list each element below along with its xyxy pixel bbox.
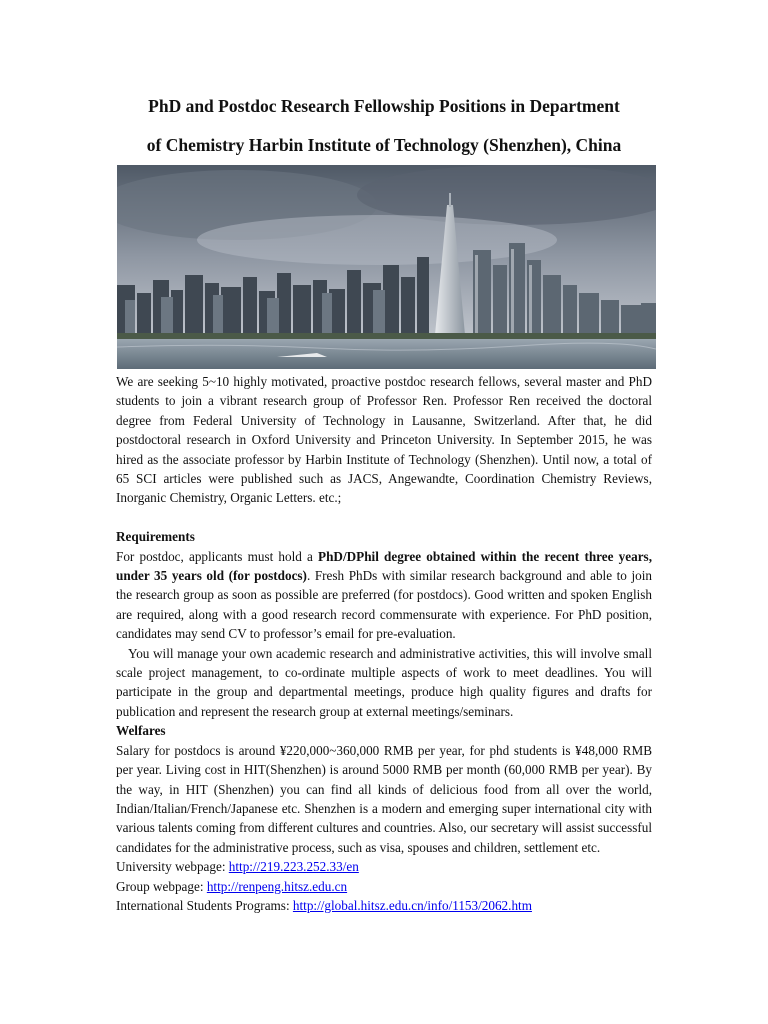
- link-row-university: [116, 857, 652, 876]
- requirements-text-end: . Fresh PhDs with similar research background and able to join the research group as soon as possible are preferred (for postdocs). Good written and spoken English are required, along with a good research record commensurate with experience. For PhD position, candidates may send CV to professor’s email for pre-evaluation.: [116, 568, 652, 642]
- document-body: [116, 372, 652, 915]
- requirements-bold-text: PhD/DPhil degree obtained within the recent three years, under 35 years old (for postdocs): [116, 548, 652, 584]
- university-link-label: University webpage:: [116, 859, 229, 875]
- title-line-1: PhD and Postdoc Research Fellowship Positions in Department: [148, 96, 620, 116]
- welfares-paragraph: Salary for postdocs is around ¥220,000~360,000 RMB per year, for phd students is ¥48,000 RMB per year. Living cost in HIT(Shenzhen) is around 5000 RMB per month (60,000 RMB per year). By the way, in HIT (Shenzhen) you can find all kinds of delicious food from all over the world, Indian/Italian/French/Japanese etc. Shenzhen is a modern and emerging super international city with various talents coming from different cultures and countries. Also, our secretary will assist successful candidates for the administrative process, such as visa, spouses and children, settlement etc.: [116, 742, 652, 855]
- requirements-paragraph-1: [116, 547, 652, 644]
- link-row-group: [116, 877, 652, 896]
- international-link-label: International Students Programs:: [116, 897, 293, 913]
- requirements-paragraph-2: You will manage your own academic research and administrative activities, this will involve small scale project management, to co-ordinate multiple aspects of work to meet deadlines. You will participate in the group and departmental meetings, produce high quality figures and drafts for publication and represent the research group at external meetings/seminars.: [116, 645, 652, 719]
- international-programs-link[interactable]: http://global.hitsz.edu.cn/info/1153/2062.htm: [292, 897, 532, 913]
- group-link-label: Group webpage:: [116, 878, 207, 894]
- group-webpage-link[interactable]: http://renpeng.hitsz.edu.cn: [206, 878, 348, 894]
- city-skyline-photo: [117, 165, 656, 369]
- welfares-heading: Welfares: [116, 723, 166, 739]
- university-webpage-link[interactable]: http://219.223.252.33/en: [228, 859, 359, 875]
- intro-paragraph: We are seeking 5~10 highly motivated, proactive postdoc research fellows, several master and PhD students to join a vibrant research group of Professor Ren. Professor Ren received the doctoral degree from Federal University of Technology in Lausanne, Switzerland. After that, he did postdoctoral research in Oxford University and Princeton University. In September 2015, he was hired as the associate professor by Harbin Institute of Technology (Shenzhen). Until now, a total of 65 SCI articles were published such as JACS, Angewandte, Coordination Chemistry Reviews, Inorganic Chemistry, Organic Letters. etc.;: [116, 374, 652, 506]
- requirements-text-start: For postdoc, applicants must hold a: [116, 548, 319, 564]
- requirements-heading: Requirements: [116, 529, 195, 545]
- link-row-international: [116, 896, 652, 915]
- title-line-2: of Chemistry Harbin Institute of Technology (Shenzhen), China: [146, 135, 622, 155]
